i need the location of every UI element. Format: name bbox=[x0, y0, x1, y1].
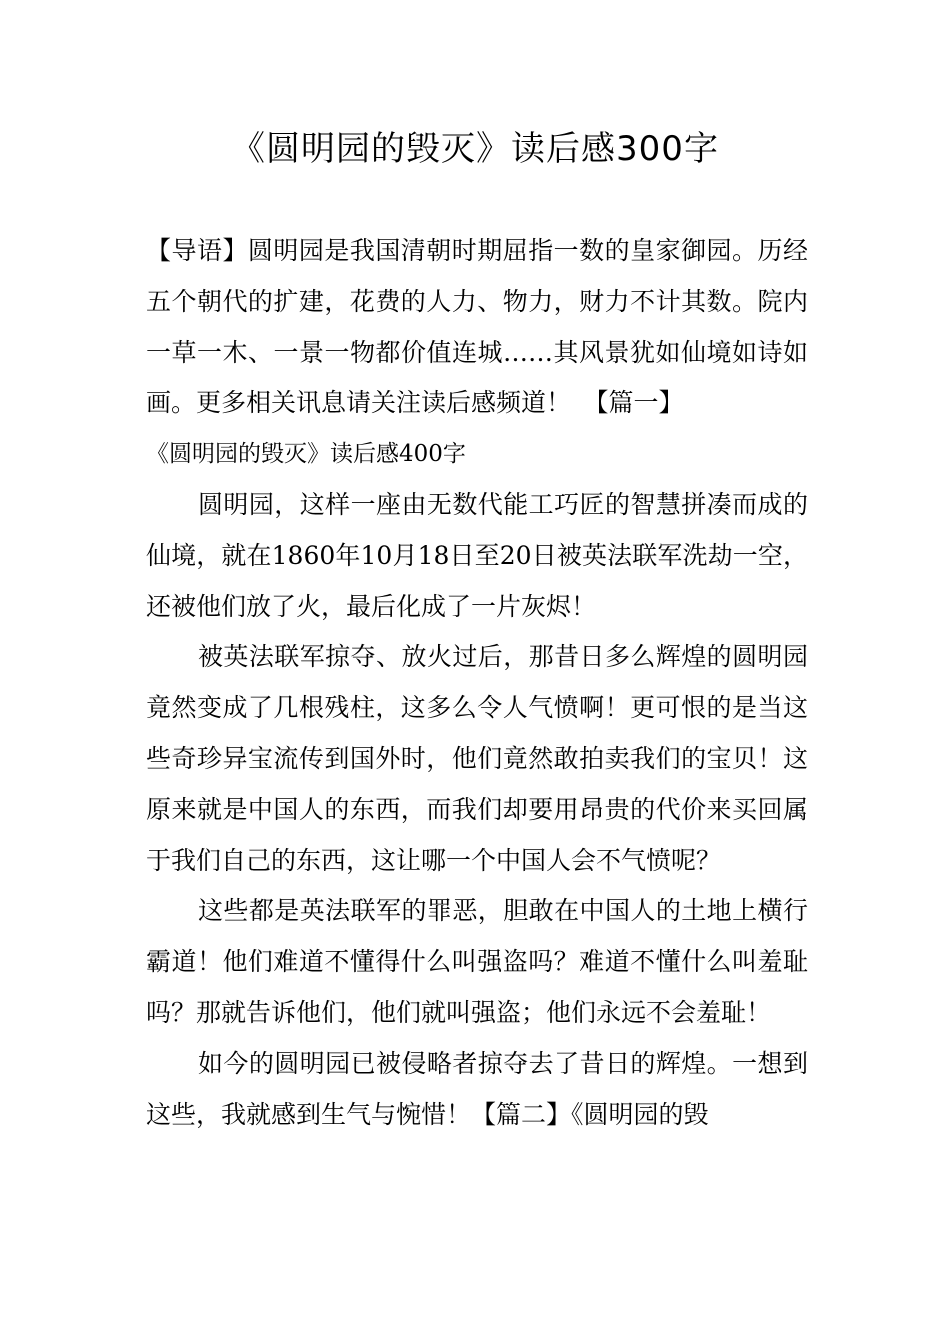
body-paragraph: 如今的圆明园已被侵略者掠夺去了昔日的辉煌。一想到这些，我就感到生气与惋惜！【篇二】《圆明园的毁 bbox=[146, 1048, 808, 1129]
body-paragraph: 这些都是英法联军的罪恶，胆敢在中国人的土地上横行霸道！他们难道不懂得什么叫强盗吗？难道不懂什么叫羞耻吗？那就告诉他们，他们就叫强盗；他们永远不会羞耻！ bbox=[146, 896, 808, 1027]
document-body bbox=[146, 226, 808, 1140]
body-paragraph: 被英法联军掠夺、放火过后，那昔日多么辉煌的圆明园竟然变成了几根残柱，这多么令人气愤啊！更可恨的是当这些奇珍异宝流传到国外时，他们竟然敢拍卖我们的宝贝！这原来就是中国人的东西，而我们却要用昂贵的代价来买回属于我们自己的东西，这让哪一个中国人会不气愤呢？ bbox=[146, 642, 808, 875]
body-paragraph: 圆明园，这样一座由无数代能工巧匠的智慧拼凑而成的仙境，就在1860年10月18日至20日被英法联军洗劫一空，还被他们放了火，最后化成了一片灰烬！ bbox=[146, 489, 808, 621]
document-title: 《圆明园的毁灭》读后感300字 bbox=[231, 129, 719, 169]
intro-paragraph: 【导语】圆明园是我国清朝时期屈指一数的皇家御园。历经五个朝代的扩建，花费的人力、物力，财力不计其数。院内一草一木、一景一物都价值连城……其风景犹如仙境如诗如画。更多相关讯息请关注读后感频道！ 【篇一】 bbox=[146, 236, 808, 418]
section-heading: 《圆明园的毁灭》读后感400字 bbox=[146, 441, 466, 468]
